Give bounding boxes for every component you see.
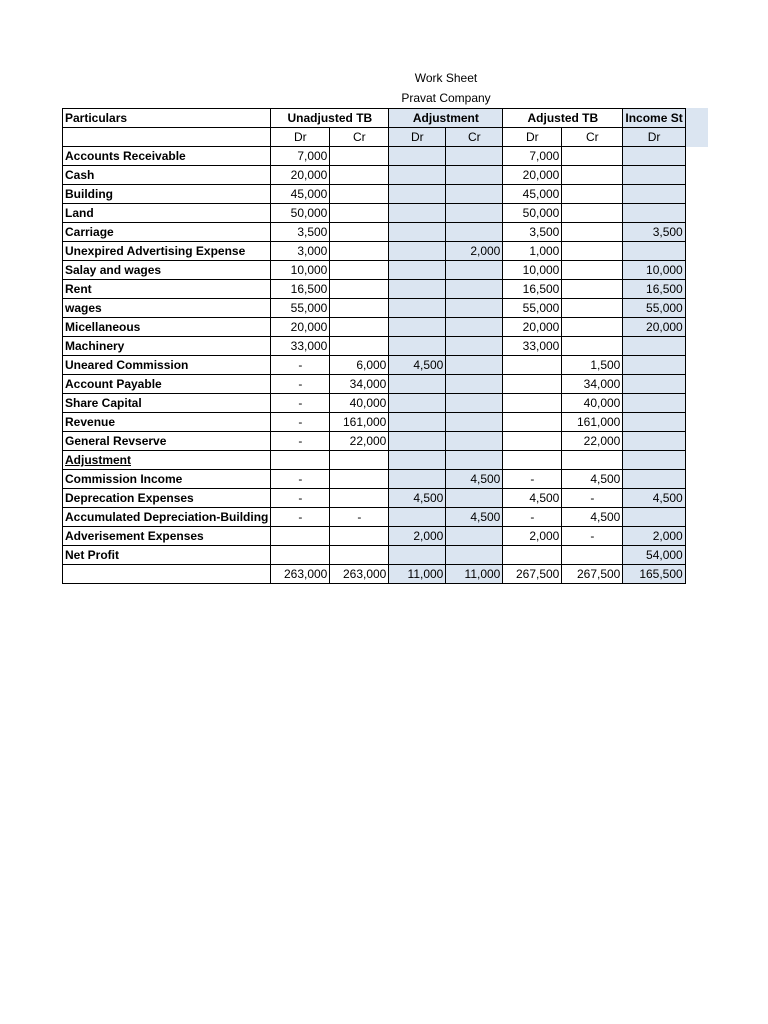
value-cell [623,185,685,204]
value-cell: 10,000 [503,261,562,280]
value-cell [389,337,446,356]
row-label [63,565,271,584]
table-row [63,546,686,565]
table-row [63,147,686,166]
value-cell [446,223,503,242]
value-cell [389,375,446,394]
value-cell [446,546,503,565]
value-cell [389,508,446,527]
row-label: Net Profit [63,546,271,565]
row-label: Accumulated Depreciation-Building [63,508,271,527]
value-cell [330,546,389,565]
value-cell: 45,000 [503,185,562,204]
row-label: Machinery [63,337,271,356]
row-label: Commission Income [63,470,271,489]
table-row [63,166,686,185]
value-cell: - [271,508,330,527]
value-cell [389,185,446,204]
value-cell [330,242,389,261]
row-label: Carriage [63,223,271,242]
value-cell: 4,500 [623,489,685,508]
row-label: Rent [63,280,271,299]
value-cell [330,204,389,223]
value-cell: - [562,527,623,546]
value-cell [562,223,623,242]
table-row [63,261,686,280]
value-cell [389,546,446,565]
value-cell: 50,000 [503,204,562,223]
table-row [63,337,686,356]
table-row [63,223,686,242]
value-cell [503,375,562,394]
table-row [63,375,686,394]
value-cell: 55,000 [271,299,330,318]
value-cell: 11,000 [389,565,446,584]
value-cell: - [271,432,330,451]
table-row [63,432,686,451]
income-statement-header: Income St [623,109,685,128]
value-cell: 267,500 [562,565,623,584]
worksheet-title: Work Sheet [414,71,478,85]
value-cell [330,147,389,166]
value-cell: 3,500 [623,223,685,242]
value-cell [271,527,330,546]
table-row [63,527,686,546]
value-cell [623,147,685,166]
table-row [63,242,686,261]
value-cell [389,413,446,432]
value-cell [446,451,503,470]
value-cell [446,261,503,280]
value-cell: 55,000 [623,299,685,318]
value-cell: 50,000 [271,204,330,223]
value-cell: 263,000 [271,565,330,584]
value-cell: 267,500 [503,565,562,584]
table-row [63,470,686,489]
value-cell [330,451,389,470]
value-cell [562,280,623,299]
value-cell [623,508,685,527]
value-cell: 11,000 [446,565,503,584]
value-cell [330,280,389,299]
table-row [63,299,686,318]
value-cell: 10,000 [271,261,330,280]
subcol-header: Cr [446,128,503,147]
row-label: Account Payable [63,375,271,394]
value-cell: 7,000 [503,147,562,166]
value-cell [562,204,623,223]
value-cell: 161,000 [562,413,623,432]
value-cell: - [271,470,330,489]
value-cell: - [503,470,562,489]
company-name: Pravat Company [401,91,491,105]
row-label: Land [63,204,271,223]
value-cell: 55,000 [503,299,562,318]
value-cell [446,147,503,166]
value-cell [623,204,685,223]
value-cell: 22,000 [330,432,389,451]
value-cell: 33,000 [503,337,562,356]
header-row-groups [63,109,686,128]
value-cell: - [271,356,330,375]
table-row [63,413,686,432]
value-cell [503,413,562,432]
value-cell [446,527,503,546]
value-cell [389,451,446,470]
subcol-header: Dr [271,128,330,147]
table-row [63,489,686,508]
value-cell [623,470,685,489]
value-cell: 4,500 [503,489,562,508]
row-label: Accounts Receivable [63,147,271,166]
value-cell [623,394,685,413]
adjustment-header: Adjustment [389,109,503,128]
value-cell [389,242,446,261]
value-cell [623,166,685,185]
value-cell: 34,000 [562,375,623,394]
value-cell [623,375,685,394]
value-cell: 3,000 [271,242,330,261]
table-row [63,356,686,375]
value-cell: 4,500 [389,489,446,508]
row-label: Adjustment [63,451,271,470]
value-cell [330,223,389,242]
row-label: Adverisement Expenses [63,527,271,546]
value-cell [389,204,446,223]
value-cell: 40,000 [562,394,623,413]
table-row [63,508,686,527]
value-cell: 2,000 [389,527,446,546]
value-cell [562,299,623,318]
value-cell: 4,500 [562,508,623,527]
value-cell: 34,000 [330,375,389,394]
row-label: Micellaneous [63,318,271,337]
value-cell [623,242,685,261]
value-cell: 7,000 [271,147,330,166]
value-cell [389,280,446,299]
value-cell: 16,500 [623,280,685,299]
value-cell [330,185,389,204]
value-cell [562,318,623,337]
value-cell [389,166,446,185]
value-cell [271,546,330,565]
row-label: Salay and wages [63,261,271,280]
value-cell: 1,500 [562,356,623,375]
table-row [63,204,686,223]
value-cell [446,280,503,299]
subcol-header: Cr [330,128,389,147]
row-label: Unexpired Advertising Expense [63,242,271,261]
value-cell: - [503,508,562,527]
value-cell [446,432,503,451]
subcol-header: Dr [623,128,685,147]
value-cell: 6,000 [330,356,389,375]
value-cell: 45,000 [271,185,330,204]
value-cell [562,337,623,356]
value-cell [623,432,685,451]
value-cell [623,413,685,432]
value-cell [389,223,446,242]
value-cell: 165,500 [623,565,685,584]
row-label: Revenue [63,413,271,432]
value-cell [503,432,562,451]
row-label: Uneared Commission [63,356,271,375]
row-label: General Revserve [63,432,271,451]
value-cell: 4,500 [389,356,446,375]
table-row [63,451,686,470]
value-cell: - [562,489,623,508]
value-cell [330,527,389,546]
value-cell: 20,000 [271,166,330,185]
value-cell [446,356,503,375]
value-cell [503,451,562,470]
value-cell [446,337,503,356]
value-cell [562,166,623,185]
value-cell [562,185,623,204]
value-cell: - [271,375,330,394]
subcol-header: Dr [503,128,562,147]
value-cell: 22,000 [562,432,623,451]
value-cell [330,470,389,489]
value-cell [389,394,446,413]
value-cell [503,394,562,413]
value-cell: 4,500 [446,508,503,527]
value-cell [330,299,389,318]
subcol-header: Dr [389,128,446,147]
value-cell: - [271,413,330,432]
value-cell: 20,000 [271,318,330,337]
value-cell [389,432,446,451]
value-cell: 3,500 [271,223,330,242]
row-label: Share Capital [63,394,271,413]
value-cell [623,337,685,356]
particulars-header: Particulars [63,109,271,128]
value-cell: 54,000 [623,546,685,565]
subcol-header: Cr [562,128,623,147]
value-cell [446,166,503,185]
value-cell [389,299,446,318]
row-label: Building [63,185,271,204]
value-cell: 4,500 [562,470,623,489]
value-cell: 16,500 [503,280,562,299]
value-cell [330,318,389,337]
value-cell [623,356,685,375]
unadjusted-tb-header: Unadjusted TB [271,109,389,128]
value-cell: 20,000 [503,318,562,337]
value-cell: 263,000 [330,565,389,584]
table-row [63,185,686,204]
value-cell [446,318,503,337]
value-cell [330,337,389,356]
table-row [63,280,686,299]
value-cell [562,261,623,280]
value-cell [330,166,389,185]
value-cell: 161,000 [330,413,389,432]
value-cell [271,451,330,470]
value-cell: 40,000 [330,394,389,413]
value-cell [562,147,623,166]
value-cell [562,546,623,565]
value-cell [562,451,623,470]
value-cell [562,242,623,261]
value-cell: 33,000 [271,337,330,356]
value-cell: 10,000 [623,261,685,280]
value-cell [623,451,685,470]
value-cell [446,299,503,318]
header-row-subcols [63,128,686,147]
value-cell [446,489,503,508]
value-cell [389,470,446,489]
row-label: Cash [63,166,271,185]
value-cell [330,489,389,508]
value-cell [446,204,503,223]
value-cell: 20,000 [623,318,685,337]
value-cell [503,546,562,565]
value-cell [503,356,562,375]
row-label: wages [63,299,271,318]
value-cell [330,261,389,280]
value-cell [446,185,503,204]
value-cell: - [330,508,389,527]
value-cell: 4,500 [446,470,503,489]
table-row [63,394,686,413]
blank-header-cell [63,128,271,147]
table-row [63,565,686,584]
worksheet-table [62,108,686,584]
adjusted-tb-header: Adjusted TB [503,109,623,128]
value-cell [446,375,503,394]
table-row [63,318,686,337]
value-cell: - [271,489,330,508]
value-cell: 16,500 [271,280,330,299]
row-label: Deprecation Expenses [63,489,271,508]
value-cell: 20,000 [503,166,562,185]
value-cell [389,261,446,280]
value-cell: 2,000 [446,242,503,261]
value-cell: 3,500 [503,223,562,242]
value-cell [389,147,446,166]
value-cell: 2,000 [623,527,685,546]
value-cell [446,394,503,413]
value-cell: - [271,394,330,413]
value-cell [389,318,446,337]
value-cell: 2,000 [503,527,562,546]
value-cell [446,413,503,432]
value-cell: 1,000 [503,242,562,261]
